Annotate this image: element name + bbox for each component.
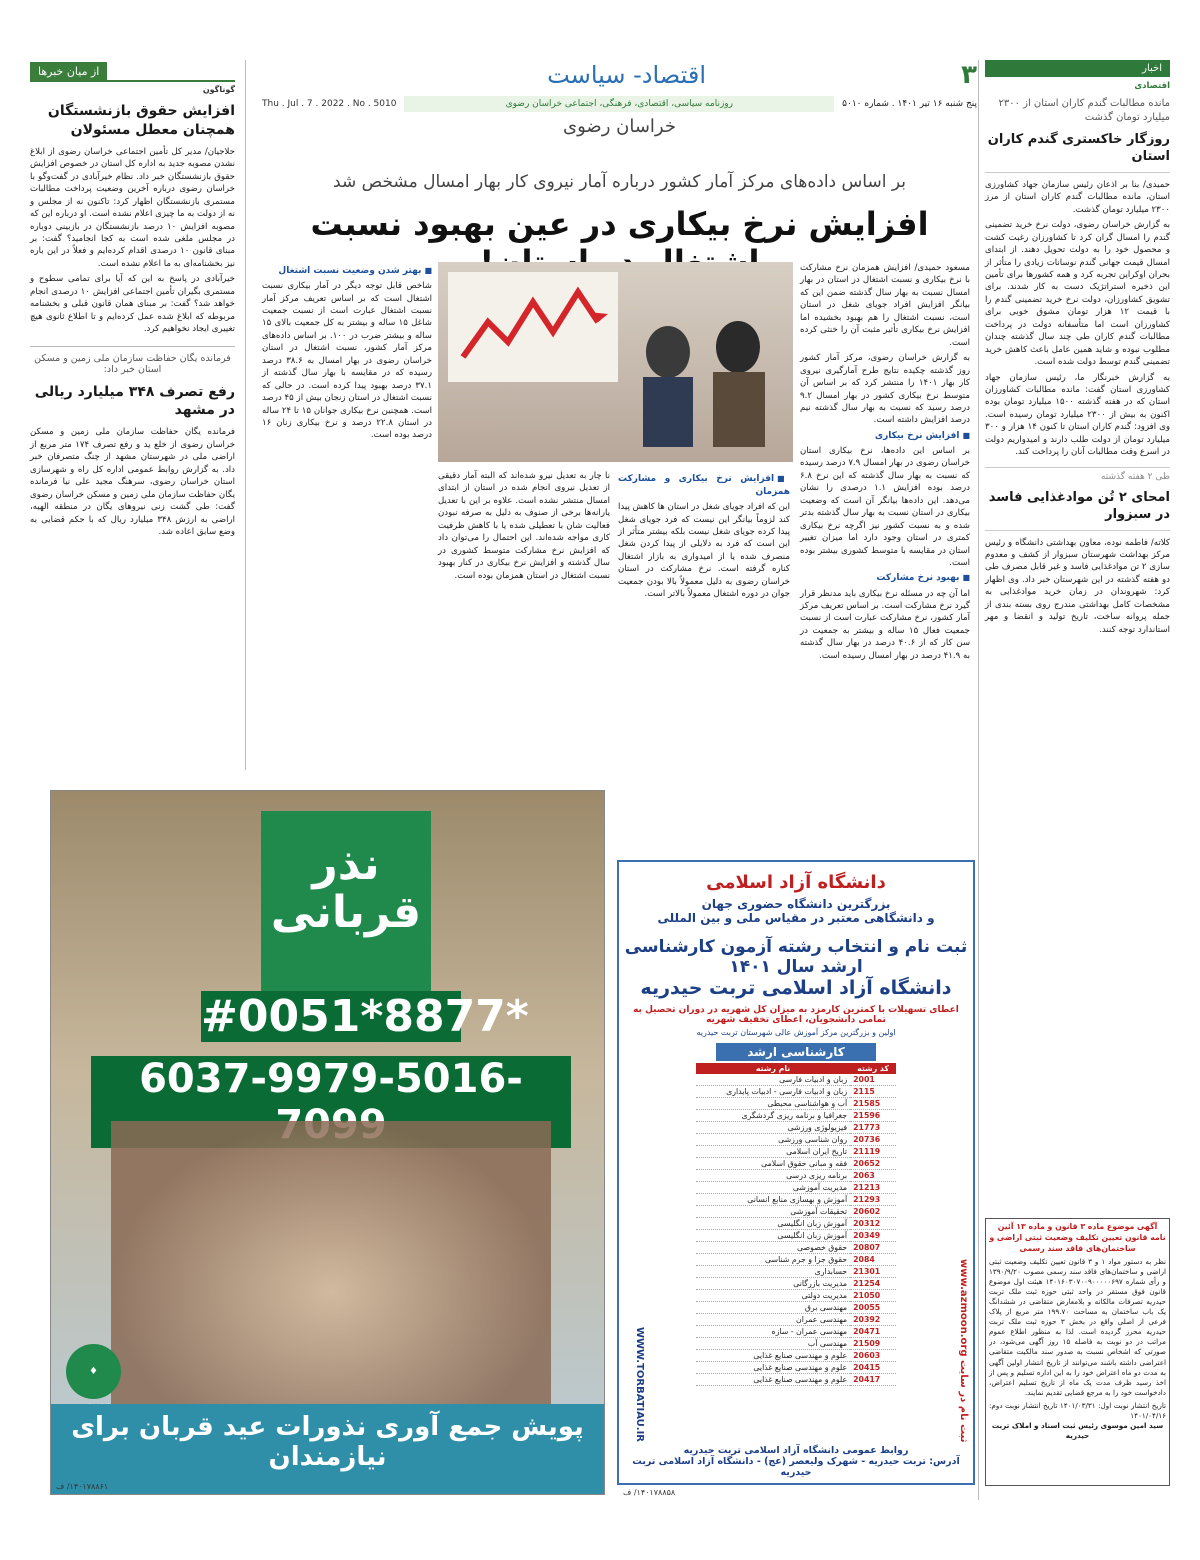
table-row xyxy=(696,1326,896,1338)
major-name: مهندسی عمران xyxy=(696,1314,850,1326)
table-row xyxy=(696,1266,896,1278)
issue-date: پنج شنبه ۱۶ تیر ۱۴۰۱ . شماره ۵۰۱۰ xyxy=(842,99,977,109)
major-name: فقه و مبانی حقوق اسلامی xyxy=(696,1158,850,1170)
ussd-code: #0051*8877* xyxy=(201,991,529,1042)
table-row xyxy=(696,1230,896,1242)
major-name: زبان و ادبیات فارسی xyxy=(696,1074,850,1086)
article-paragraph: اما آن چه در مسئله نرخ بیکاری باید مدنظر قرار گیرد نرخ مشارکت است. بر اساس تعریف مرکز آمار کشور، نرخ مشارکت عبارت است از نسبت جمعیت فعال ۱۵ ساله و بیشتر به جمعیت در سن کار که از ۴۰.۶ درصد در بهار سال گذشته به ۴۱.۹ درصد در بهار امسال رسیده است. xyxy=(800,588,971,661)
article-column-2 xyxy=(618,470,790,825)
major-name: علوم و مهندسی صنایع غذایی xyxy=(696,1374,850,1386)
major-name: حقوق جزا و جرم شناسی xyxy=(696,1254,850,1266)
table-row xyxy=(696,1338,896,1350)
major-name: حسابداری xyxy=(696,1266,850,1278)
ad-line: بزرگترین دانشگاه حضوری جهان xyxy=(701,897,891,911)
major-code: 20807 xyxy=(850,1242,896,1254)
table-row xyxy=(696,1278,896,1290)
article-column-1 xyxy=(800,262,970,782)
masthead-bar xyxy=(262,96,977,112)
major-code: 21301 xyxy=(850,1266,896,1278)
news-headline[interactable]: افزایش حقوق بازنشستگان همچنان معطل مسئولان xyxy=(47,103,235,138)
major-code: 20603 xyxy=(850,1350,896,1362)
article-paragraph: به گزارش خراسان رضوی، مرکز آمار کشور روز گذشته چکیده نتایج طرح آمارگیری نیروی کار بهار ۱۴۰۱ را منتشر کرد که بر اساس آن متوسط نرخ بیکاری کشور در بهار امسال ۹.۲ درصد رسید که نسبت به بهار سال گذشته نیم درصد افزایش داشته است. xyxy=(800,353,970,426)
charity-advertisement[interactable] xyxy=(50,790,605,1495)
table-row xyxy=(696,1350,896,1362)
unemployment-graph-icon xyxy=(438,262,793,462)
table-row xyxy=(696,1158,896,1170)
major-name: روان شناسی ورزشی xyxy=(696,1134,850,1146)
table-row xyxy=(696,1122,896,1134)
major-code: 20652 xyxy=(850,1158,896,1170)
legal-notice-dates: تاریخ انتشار نوبت اول: ۱۴۰۱/۰۳/۳۱ تاریخ انتشار نوبت دوم: ۱۴۰۱/۰۴/۱۶ xyxy=(989,1400,1167,1420)
right-news-column xyxy=(985,60,1170,1155)
major-name: تاریخ ایران اسلامی xyxy=(696,1146,850,1158)
major-code: 21050 xyxy=(850,1290,896,1302)
major-code: 21773 xyxy=(850,1122,896,1134)
major-code: 2115 xyxy=(850,1086,896,1098)
major-name: آموزش زبان انگلیسی xyxy=(696,1230,850,1242)
issue-date-en: Thu . Jul . 7 . 2022 . No . 5010 xyxy=(262,99,397,109)
major-code: 20417 xyxy=(850,1374,896,1386)
ad-footer-line: روابط عمومی دانشگاه آزاد اسلامی تربت حیدریه xyxy=(683,1445,909,1456)
ad-note: اعطای تسهیلات با کمترین کارمزد به میزان کل شهریه در دوران تحصیل به تمامی دانشجویان، اعطای تخفیف شهریه xyxy=(633,1005,959,1025)
family-photo xyxy=(111,1121,551,1406)
major-code: 21254 xyxy=(850,1278,896,1290)
ad-title: دانشگاه آزاد اسلامی xyxy=(706,872,886,893)
table-row xyxy=(696,1086,896,1098)
table-row xyxy=(696,1074,896,1086)
column-divider xyxy=(245,60,246,770)
major-code: 21119 xyxy=(850,1146,896,1158)
section-subtitle: گوناگون xyxy=(202,85,235,94)
ad-title: نذر قربانی xyxy=(261,811,431,991)
legal-notice-signature: سید امین موسوی رئیس ثبت اسناد و املاک تربت حیدریه xyxy=(991,1420,1164,1441)
table-row xyxy=(696,1134,896,1146)
major-name: مدیریت بازرگانی xyxy=(696,1278,850,1290)
table-header-row xyxy=(696,1063,896,1074)
column-divider xyxy=(978,60,979,1500)
legal-notice xyxy=(985,1218,1170,1486)
news-kicker: طی ۲ هفته گذشته xyxy=(985,467,1170,482)
table-row xyxy=(696,1206,896,1218)
section-tab[interactable]: اخبار xyxy=(985,60,1170,77)
newspaper-logo[interactable]: خراسان رضوی xyxy=(563,116,676,137)
article-subheading: ■ بهتر شدن وضعیت نسبت اشتغال xyxy=(262,265,432,278)
major-name: علوم و مهندسی صنایع غذایی xyxy=(696,1350,850,1362)
majors-table-body xyxy=(696,1074,896,1386)
section-caption: اقتصادی xyxy=(1134,81,1170,91)
article-subheading: ■ افزایش نرخ بیکاری و مشارکت همزمان xyxy=(618,473,790,499)
table-row xyxy=(696,1170,896,1182)
table-row xyxy=(696,1194,896,1206)
major-name: حقوق خصوصی xyxy=(696,1242,850,1254)
article-subheading: ■ افزایش نرخ بیکاری xyxy=(800,430,970,443)
major-name: مهندسی آب xyxy=(696,1338,850,1350)
major-code: 20471 xyxy=(850,1326,896,1338)
ad-headline: ثبت نام و انتخاب رشته آزمون کارشناسی ارشد سال ۱۴۰۱ xyxy=(624,937,968,977)
table-row xyxy=(696,1098,896,1110)
legal-notice-body: نظر به دستور مواد ۱ و ۳ قانون تعیین تکلیف وضعیت ثبتی اراضی و ساختمان‌های فاقد سند رسمی مصوب ۱۳۹۰/۹/۲۰ و رأی شماره ۱۴۰۱۶۰۳۰۷۰۰۹۰۰۰۰۰۶۹۷ هیئت اول موضوع قانون فوق مستقر در واحد ثبتی حوزه ثبت ملک تربت حیدریه تصرفات مالکانه و بلامعارض متقاضی در ششدانگ یک باب ساختمان به مساحت ۱۹۹.۷۰ متر مربع از پلاک فرعی از اصلی واقع در بخش ۳ حوزه ثبت ملک تربت حیدریه محرز گردیده است. لذا به منظور اطلاع عموم مراتب در دو نوبت به فاصله ۱۵ روز آگهی می‌شود، در صورتی که اشخاص نسبت به صدور سند مالکیت متقاضی اعتراضی داشته باشند می‌توانند از تاریخ انتشار اولین آگهی به مدت دو ماه اعتراض خود را به این اداره تسلیم و پس از اخذ رسید ظرف مدت یک ماه از تاریخ تسلیم اعتراض، دادخواست خود را به مرجع قضایی تقدیم نمایند. xyxy=(989,1256,1167,1397)
article-paragraph: این که افراد جویای شغل در استان ها کاهش پیدا کند لزوماً بیانگر این نیست که فرد جویای شغل پیدا کرده جویای شغل نیست بلکه بیشتر متأثر از این است که فرد به دلایلی از پیدا کردن شغل منصرف شده یا از امیدواری به بازار اشتغال کناره گرفته است. نرخ مشارکت در استان خراسان رضوی به دلیل معمولاً بالا بودن جمعیت جوان در دوره اشتغال معمولاً بالاتر است. xyxy=(618,502,790,600)
major-name: مدیریت دولتی xyxy=(696,1290,850,1302)
table-row xyxy=(696,1182,896,1194)
major-code: 21509 xyxy=(850,1338,896,1350)
table-row xyxy=(696,1254,896,1266)
major-name: آموزش زبان انگلیسی xyxy=(696,1218,850,1230)
major-name: آب و هواشناسی محیطی xyxy=(696,1098,850,1110)
major-code: 21213 xyxy=(850,1182,896,1194)
article-headline: افزایش نرخ بیکاری در عین بهبود نسبت xyxy=(310,205,929,243)
major-name: مهندسی عمران - سازه xyxy=(696,1326,850,1338)
news-body-2: کلاته/ فاطمه نوده، معاون بهداشتی دانشگاه و رئیس مرکز بهداشت شهرستان سبزوار از کشف و معدوم سازی ۲ تن موادغذایی فاسد و غیر قابل مصرف طی دو هفته گذشته در این شهرستان خبر داد. وی اظهار کرد: شهروندان در زمان خرید موادغذایی به مشخصات کامل بهداشتی مندرج روی بسته بندی از جمله پروانه ساخت، تاریخ تولید و انقضا و مهر استاندارد توجه کنند. xyxy=(985,537,1170,635)
table-row xyxy=(696,1146,896,1158)
ad-website-side[interactable]: WWW.TORBATIAU.IR xyxy=(634,1327,645,1442)
news-paragraph: به گزارش خراسان رضوی، دولت نرخ خرید تضمینی گندم را امسال گران کرد تا کشاورزان رغبت کشت و محصول خود را به دولت تحویل دهند. از ابتدای امسال قیمت جهانی گندم نوسانات زیادی را متأثر از بحران اوکراین تجربه کرد و همه کشورها برای تأمین این ذخیره استراتژیک دست به کار شدند. برای تشویق کشاورزان، دولت نرخ خرید تضمینی گندم را با قیمت ۱۲ هزار تومان مشوق خوبی برای کشاورزان است اما متأسفانه دولت در پرداخت مطالبات گندم کاران طی چند سال گذشته چندان مطلوب نبوده و شاید همین عامل باعث کاهش خرید تضمینی گندم توسط دولت شده است. xyxy=(985,220,1170,368)
major-code: 21585 xyxy=(850,1098,896,1110)
major-code: 20602 xyxy=(850,1206,896,1218)
news-paragraph: حلاجیان/ مدیر کل تأمین اجتماعی خراسان رضوی از ابلاغ نشدن مصوبه جدید به اداره کل استان در خصوص افزایش حقوق بازنشستگان خبر داد. نظام خیرآبادی در گفت‌وگو با خراسان رضوی درباره آخرین وضعیت پرداخت مطالبات مستمری بازنشستگان اظهار کرد: تاکنون نه از مجلس و نه از دولت به ما چیزی اعلام نشده است. او درباره این که مصوبه افزایش ۱۰ درصد بازنشستگان در بازبینی دوباره در مجلس ملغی شده است به کجا انجامید؟ گفت: بر مبنای قانون ۱۰ درصدی اقدام کرده‌ایم و فعلاً در این باره نیز بخشنامه‌ای به ما اعلام نشده است. xyxy=(30,146,236,269)
major-name: فیزیولوژی ورزشی xyxy=(696,1122,850,1134)
news-body xyxy=(985,179,1170,459)
ad-reference: ۱۴۰۱۷۸۸۵۸/ ف xyxy=(623,1488,676,1497)
table-row xyxy=(696,1218,896,1230)
table-row xyxy=(696,1374,896,1386)
ad-footer xyxy=(619,1445,973,1478)
ad-note: اولین و بزرگترین مرکز آموزش عالی شهرستان تربت حیدریه xyxy=(696,1028,896,1037)
major-code: 21293 xyxy=(850,1194,896,1206)
major-name: تحقیقات آموزشی xyxy=(696,1206,850,1218)
ad-footer-address: آدرس: تربت حیدریه - شهرک ولیعصر (عج) - دانشگاه آزاد اسلامی تربت حیدریه xyxy=(632,1456,960,1478)
major-name: آموزش و بهسازی منابع انسانی xyxy=(696,1194,850,1206)
major-code: 2001 xyxy=(850,1074,896,1086)
majors-table xyxy=(696,1063,896,1386)
major-name: مهندسی برق xyxy=(696,1302,850,1314)
major-code: 20392 xyxy=(850,1314,896,1326)
ad-reference: ۱۴۰۱۷۸۸۶۱/ ف xyxy=(56,1482,109,1491)
article-paragraph: شاخص قابل توجه دیگر در آمار بیکاری نسبت اشتغال است که بر اساس تعریف مرکز آمار نسبت اشتغال عبارت است از نسبت جمعیت شاغل ۱۵ ساله و بیشتر به کل جمعیت بالای ۱۵ ساله و بیشتر ضرب در ۱۰۰. بر اساس داده‌های مرکز آمار کشور، نسبت اشتغال در استان خراسان رضوی در بهار امسال به ۳۸.۶ درصد رسیده که در مقایسه با بهار سال گذشته از ۳۷.۱ درصد بهبود پیدا کرده است. در حالی که نسبت اشتغال در استان زنجان بیش از ۴۵ درصد است. همچنین نرخ بیکاری جوانان ۱۵ تا ۲۴ ساله در استان ۲۲.۸ درصد و نرخ بیکاری زنان ۱۶ درصد بوده است. xyxy=(262,281,432,441)
section-tab[interactable]: از میان خبرها xyxy=(30,62,107,81)
major-code: 20055 xyxy=(850,1302,896,1314)
news-kicker: فرمانده یگان حفاظت سازمان ملی زمین و مسکن استان خبر داد: xyxy=(30,346,235,375)
table-row xyxy=(696,1290,896,1302)
ad-registration-side[interactable]: ثبت نام در سایت www.azmoon.org xyxy=(958,1258,969,1442)
news-paragraph: به گزارش خبرنگار ما، رئیس سازمان جهاد کشاورزی استان گفت: مانده مطالبات کشاورزان استان که در هفته گذشته ۱۵۰۰ میلیارد تومان بوده اکنون به بیش از ۲۳۰۰ میلیارد تومان رسیده است. وی افزود: گندم کاران استان تا کنون ۱۴ هزار و ۳۰۰ میلیارد تومان از دولت طلب دارند و امیدواریم دولت در اسرع وقت مطالبات آنان را پرداخت کند. xyxy=(985,372,1170,458)
ad-line: و دانشگاهی معتبر در مقیاس ملی و بین المللی xyxy=(657,911,935,925)
news-lead-subtitle: مانده مطالبات گندم کاران استان از ۲۳۰۰ میلیارد تومان گذشت xyxy=(998,98,1170,123)
ad-footer: پویش جمع آوری نذورات عید قربان برای نیازمندان xyxy=(51,1404,604,1494)
legal-notice-title: آگهی موضوع ماده ۳ قانون و ماده ۱۳ آئین نامه قانون تعیین تکلیف وضعیت ثبتی اراضی و ساختمان‌های فاقد سند رسمی xyxy=(989,1222,1166,1253)
major-name: برنامه ریزی درسی xyxy=(696,1170,850,1182)
major-code: 2084 xyxy=(850,1254,896,1266)
news-paragraph: خیرآبادی در پاسخ به این که آیا برای تمامی سطوح و مستمری بگیران تأمین اجتماعی افزایش ۱۰ درصدی انجام خواهد شد؟ گفت: بر مبنای همان قانون قبلی و بخشنامه مربوطه که ابلاغ شده عمل کرده‌ایم و تا اطلاع ثانوی هیچ تغییری ایجاد نخواهیم کرد. xyxy=(30,274,235,335)
major-name: علوم و مهندسی صنایع غذایی xyxy=(696,1362,850,1374)
column-header: نام رشته xyxy=(696,1063,850,1074)
news-body xyxy=(30,146,235,336)
article-paragraph: مسعود حمیدی/ افزایش همزمان نرخ مشارکت با نرخ بیکاری و نسبت اشتغال در استان در بهار امسال نسبت به بهار سال گذشته ضمن این که بیانگر افزایش افراد جویای شغل در استان است، نسبت اشتغال را هم بهبود بخشیده اما افزایش نرخ بیکاری تأثیر مثبت آن را خنثی کرده است. xyxy=(800,263,970,348)
card-number: 6037-9979-5016- xyxy=(91,1056,571,1148)
table-row xyxy=(696,1314,896,1326)
table-row xyxy=(696,1110,896,1122)
table-row xyxy=(696,1242,896,1254)
article-paragraph: نا چار به تعدیل نیرو شده‌اند که البته آمار دقیقی از تعدیل نیروی انجام شده در استان از ابتدای امسال منتشر نشده است. علاوه بر این با تعدیل یارانه‌ها برخی از صنوف به دلیل به صرفه نبودن فعالیت شان با تعطیلی شده یا با کاهش ظرفیت کاری مواجه شده‌اند. این احتمال را می‌توان داد که افزایش نرخ مشارکت متوسط کشوری در سال گذشته و افزایش نرخ بیکاری در کنار بهبود نسبت اشتغال در استان همزمان بوده است. xyxy=(438,471,610,581)
section-bar xyxy=(30,60,235,82)
news-paragraph: حمیدی/ بنا بر اذعان رئیس سازمان جهاد کشاورزی استان، مانده مطالبات گندم کاران استان از مرز ۲۳۰۰ میلیارد تومان گذشت. xyxy=(985,179,1170,215)
article-subhead: بر اساس داده‌های مرکز آمار کشور درباره آمار نیروی کار بهار امسال مشخص شد xyxy=(333,172,906,192)
major-name: جغرافیا و برنامه ریزی گردشگری xyxy=(696,1110,850,1122)
major-code: 20349 xyxy=(850,1230,896,1242)
left-news-column xyxy=(30,60,235,765)
table-row xyxy=(696,1302,896,1314)
major-name: مدیریت آموزشی xyxy=(696,1182,850,1194)
article-subheading: ■ بهبود نرخ مشارکت xyxy=(800,572,970,585)
article-column-3 xyxy=(438,470,610,780)
degree-label: کارشناسی ارشد xyxy=(716,1043,876,1061)
page-number: ۳ xyxy=(961,60,977,90)
emdad-logo-icon: ♦ xyxy=(66,1344,121,1399)
ad-headline: دانشگاه آزاد اسلامی تربت حیدریه xyxy=(640,977,952,999)
article-column-4 xyxy=(262,262,432,782)
news-headline-2[interactable]: رفع تصرف ۳۴۸ میلیارد ریالی در مشهد xyxy=(34,383,235,419)
university-advertisement[interactable] xyxy=(617,860,975,1497)
table-row xyxy=(696,1362,896,1374)
section-title: اقتصاد- سیاست xyxy=(547,61,706,89)
column-header: کد رشته xyxy=(850,1063,896,1074)
news-headline-2[interactable]: امحای ۲ تُن موادغذایی فاسد در سبزوار xyxy=(985,490,1170,531)
newspaper-tagline: روزنامه سیاسی، اقتصادی، فرهنگی، اجتماعی خراسان رضوی xyxy=(404,96,834,112)
page-masthead xyxy=(262,60,977,160)
major-code: 20736 xyxy=(850,1134,896,1146)
major-code: 20415 xyxy=(850,1362,896,1374)
news-headline[interactable]: روزگار خاکستری گندم کاران استان xyxy=(985,132,1170,173)
article-paragraph: بر اساس این داده‌ها، نرخ بیکاری استان خراسان رضوی در بهار امسال ۷.۹ درصد رسیده که نسبت به بهار سال گذشته که این نرخ ۶.۸ درصد بوده افزایش ۱.۱ درصدی را نشان می‌دهد. این داده‌ها بیانگر آن است که وضعیت بیکاری در استان نسبت به بهار سال گذشته بدتر شده و به نسبت کشور نیز اگرچه نرخ بیکاری کمتری در استان وجود دارد اما میزان تغییر استان در مقایسه با متوسط کشوری بیشتر بوده است. xyxy=(800,445,970,569)
news-body-2: فرمانده یگان حفاظت سازمان ملی زمین و مسکن خراسان رضوی از خلع ید و رفع تصرف ۱۷۴ متر مربع از اراضی ملی در شهرستان مشهد از چنگ متصرفان خبر داد. به گزارش روابط عمومی اداره کل راه و شهرسازی استان خراسان رضوی، سرهنگ مجید علی نیا فرمانده یگان حفاظت سازمان ملی زمین و مسکن خراسان رضوی گفت: طی گشت زنی نیروهای یگان در منطقه الهیه، اراضی به ارزش ۳۴۸ میلیارد ریال که با حکم قضایی به وضع سابق اعاده شد. xyxy=(30,427,236,537)
major-code: 2063 xyxy=(850,1170,896,1182)
major-code: 21596 xyxy=(850,1110,896,1122)
article-photo xyxy=(438,262,793,462)
major-name: زبان و ادبیات فارسی - ادبیات پایداری xyxy=(696,1086,850,1098)
major-code: 20312 xyxy=(850,1218,896,1230)
